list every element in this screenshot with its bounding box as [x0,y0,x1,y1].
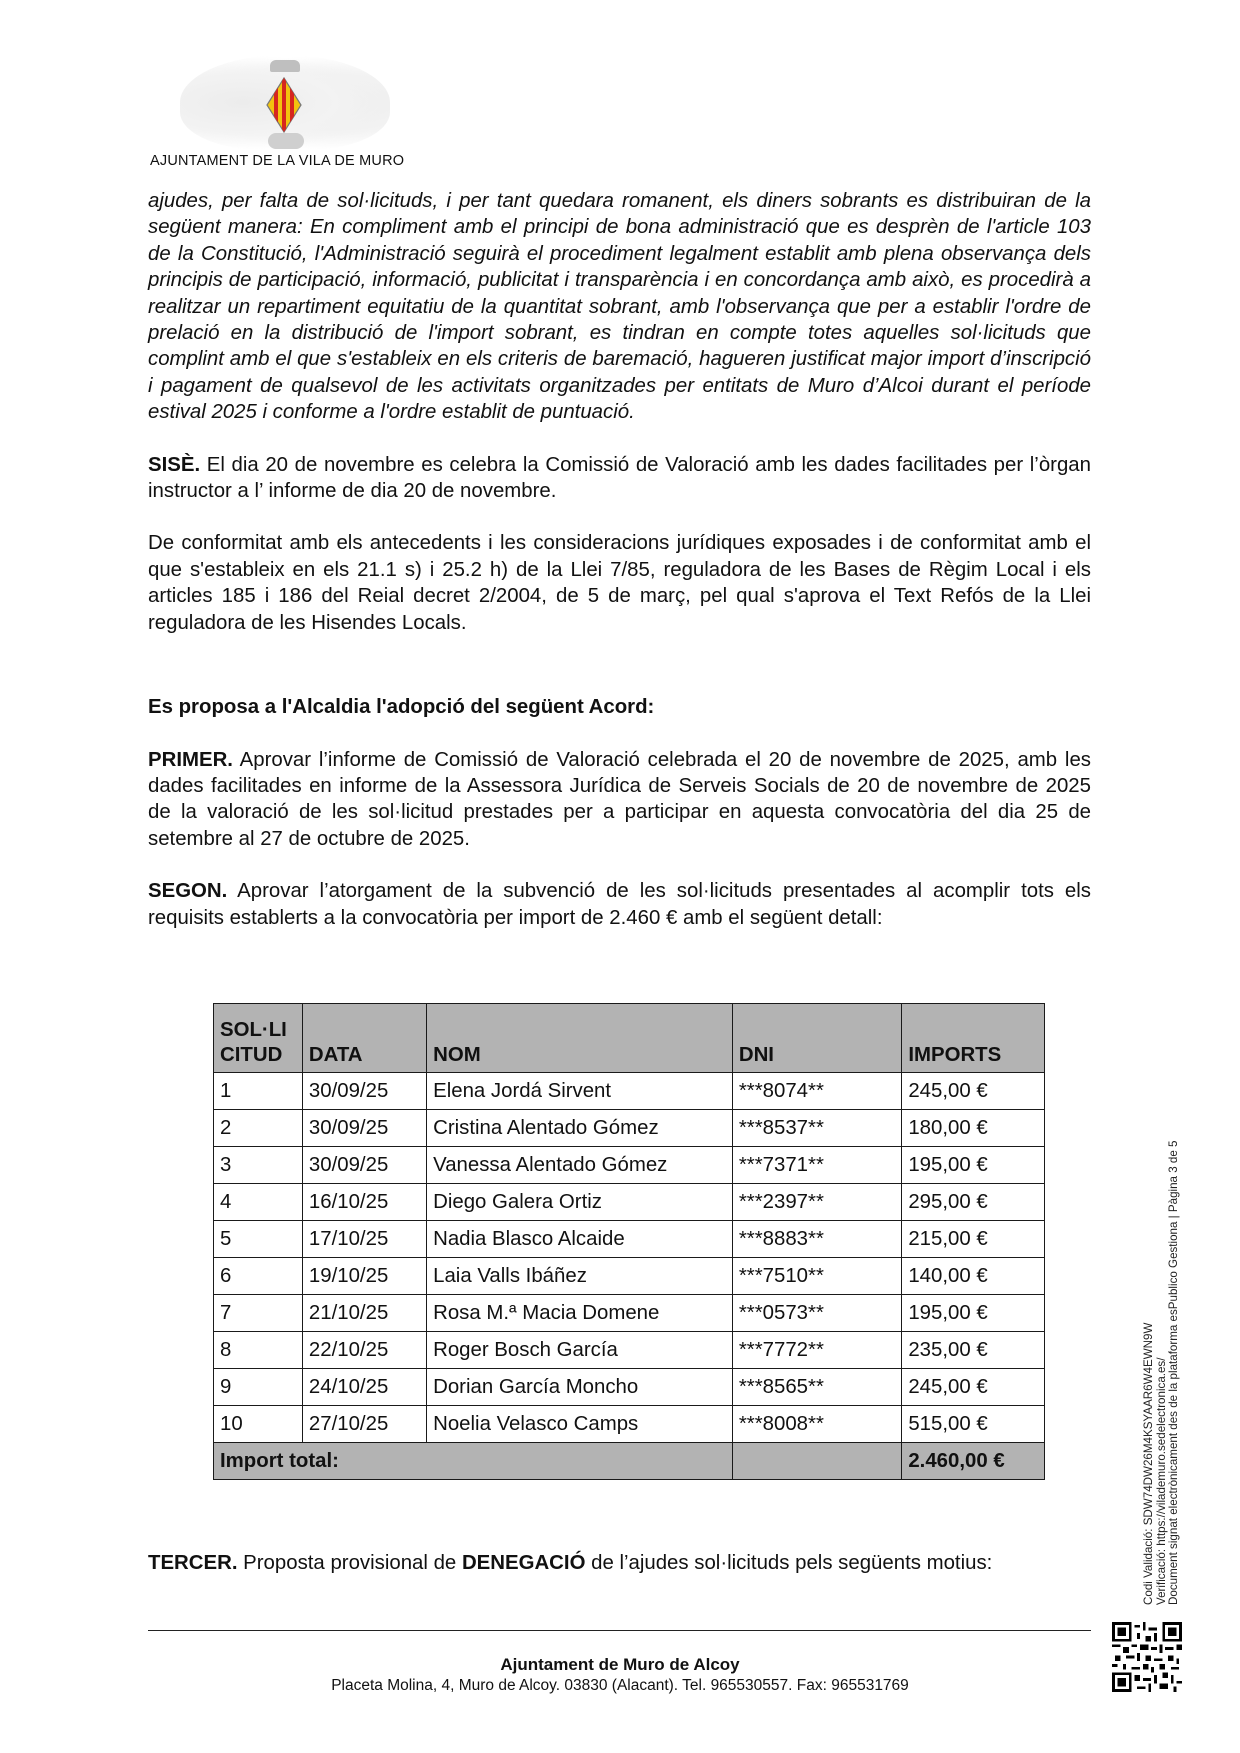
total-value: 2.460,00 € [902,1443,1045,1480]
cell-date: 17/10/25 [302,1221,426,1258]
cell-amount: 245,00 € [902,1369,1045,1406]
grants-table [213,1003,1045,1480]
qr-code-icon [1112,1622,1182,1692]
primer-label: PRIMER. [148,748,233,771]
cell-date: 16/10/25 [302,1184,426,1221]
tercer-text-2: de l’ajudes sol·licituds pels següents motius: [585,1552,993,1574]
segon-text: Aprovar l’atorgament de la subvenció de les sol·licituds presentades al acomplir tots els requisits establerts a la convocatòria per import de 2.460 € amb el següent detall: [148,880,1091,929]
cell-solicitud-number: 4 [214,1184,303,1221]
cell-date: 30/09/25 [302,1110,426,1147]
cell-solicitud-number: 6 [214,1258,303,1295]
cell-solicitud-number: 3 [214,1147,303,1184]
verification-url[interactable]: Verificació: https://vilademuro.sedelectronica.es/ [1154,1357,1168,1605]
cell-solicitud-number: 2 [214,1110,303,1147]
table-body [214,1073,1045,1443]
segon-paragraph [148,878,1091,931]
signature-note: Document signat electrònicament des de la plataforma esPublico Gestiona | Pàgina 3 de 5 [1167,1140,1181,1605]
cell-date: 22/10/25 [302,1332,426,1369]
cell-dni: ***8008** [732,1406,901,1443]
table-row [214,1221,1045,1258]
cell-solicitud-number: 10 [214,1406,303,1443]
cell-amount: 215,00 € [902,1221,1045,1258]
table-row [214,1073,1045,1110]
cell-dni: ***7510** [732,1258,901,1295]
segon-label: SEGON. [148,880,228,903]
table-header-row [214,1004,1045,1073]
municipal-logo [150,55,420,175]
header-dni: DNI [732,1004,901,1073]
proposal-heading: Es proposa a l'Alcaldia l'adopció del següent Acord: [148,696,655,719]
table-total-row [214,1443,1045,1480]
header-data: DATA [302,1004,426,1073]
cell-amount: 195,00 € [902,1295,1045,1332]
total-label: Import total: [214,1443,733,1480]
table-row [214,1295,1045,1332]
header-imports: IMPORTS [902,1004,1045,1073]
header-nom: NOM [427,1004,733,1073]
conformitat-paragraph: De conformitat amb els antecedents i les consideracions jurídiques exposades i de conformitat amb el que s'estableix en els 21.1 s) i 25.2 h) de la Llei 7/85, reguladora de les Bases de Règim Local i els articles 185 i 186 del Reial decret 2/2004, de 5 de març, pel qual s'aprova el Text Refós de la Llei reguladora de les Hisendes Locals. [148,532,1091,634]
cell-name: Laia Valls Ibáñez [427,1258,733,1295]
cell-dni: ***0573** [732,1295,901,1332]
cell-dni: ***8565** [732,1369,901,1406]
header-solicitud-line2: CITUD [220,1044,283,1066]
cell-date: 30/09/25 [302,1073,426,1110]
table-row [214,1369,1045,1406]
cell-date: 24/10/25 [302,1369,426,1406]
document-body [148,188,1091,931]
cell-name: Roger Bosch García [427,1332,733,1369]
cell-amount: 245,00 € [902,1073,1045,1110]
cell-amount: 195,00 € [902,1147,1045,1184]
table-row [214,1258,1045,1295]
cell-name: Vanessa Alentado Gómez [427,1147,733,1184]
lions-icon [268,133,304,149]
validation-code: Codi Validació: SDW74DW26M4KSYAAR6W4EWN9W [1142,1322,1155,1605]
tercer-label: TERCER. [148,1552,238,1574]
table-row [214,1332,1045,1369]
table-row [214,1184,1045,1221]
cell-name: Dorian García Moncho [427,1369,733,1406]
tercer-bold: DENEGACIÓ [461,1552,586,1574]
organization-name: AJUNTAMENT DE LA VILA DE MURO [150,153,405,169]
cell-date: 21/10/25 [302,1295,426,1332]
cell-dni: ***7772** [732,1332,901,1369]
cell-solicitud-number: 9 [214,1369,303,1406]
cell-name: Diego Galera Ortiz [427,1184,733,1221]
cell-dni: ***8074** [732,1073,901,1110]
cell-solicitud-number: 1 [214,1073,303,1110]
cell-date: 30/09/25 [302,1147,426,1184]
cell-dni: ***7371** [732,1147,901,1184]
footer-title: Ajuntament de Muro de Alcoy [500,1655,740,1674]
tercer-text-1: Proposta provisional de [237,1552,462,1574]
intro-paragraph: ajudes, per falta de sol·licituds, i per tant quedara romanent, els diners sobrants es distribuiran de la següent manera: En compliment amb el principi de bona administració que es desprèn de l'article 103 de la Constitució, l'Administració seguirà el procediment legalment establit amb plena observança dels principis de participació, informació, publicitat i transparència i en concordança amb això, es procedirà a realitzar un repartiment equitatiu de la quantitat sobrant, amb l'observança que per a establir l'ordre de prelació en la distribució de l'import sobrant, es tindran en compte totes aquelles sol·licituds que complint amb el que s'estableix en els criteris de baremació, hagueren justificat major import d’inscripció i pagament de qualsevol de les activitats organitzades per entitats de Muro d’Alcoi durant el període estival 2025 i conforme a l'ordre establit de puntuació. [148,190,1091,424]
cell-amount: 515,00 € [902,1406,1045,1443]
cell-amount: 180,00 € [902,1110,1045,1147]
footer-address: Placeta Molina, 4, Muro de Alcoy. 03830 (Alacant). Tel. 965530557. Fax: 965531769 [331,1677,909,1694]
total-empty-cell [732,1443,901,1480]
cell-amount: 295,00 € [902,1184,1045,1221]
cell-solicitud-number: 5 [214,1221,303,1258]
cell-date: 27/10/25 [302,1406,426,1443]
cell-name: Rosa M.ª Macia Domene [427,1295,733,1332]
grants-table-container [213,1003,1045,1480]
coat-of-arms-icon [266,77,302,133]
cell-name: Elena Jordá Sirvent [427,1073,733,1110]
cell-amount: 235,00 € [902,1332,1045,1369]
cell-name: Nadia Blasco Alcaide [427,1221,733,1258]
table-row [214,1147,1045,1184]
sise-label: SISÈ. [148,453,201,476]
cell-solicitud-number: 7 [214,1295,303,1332]
sise-text: El dia 20 de novembre es celebra la Comissió de Valoració amb les dades facilitades per l’òrgan instructor a l’ informe de dia 20 de novembre. [148,453,1091,503]
footer-divider [148,1630,1091,1631]
cell-name: Cristina Alentado Gómez [427,1110,733,1147]
primer-paragraph [148,747,1091,853]
table-row [214,1110,1045,1147]
cell-name: Noelia Velasco Camps [427,1406,733,1443]
cell-date: 19/10/25 [302,1258,426,1295]
header-solicitud-line1: SOL·LI [220,1019,287,1041]
table-row [214,1406,1045,1443]
cell-dni: ***8883** [732,1221,901,1258]
sise-paragraph [148,452,1091,505]
tercer-section [148,1550,1091,1576]
cell-dni: ***2397** [732,1184,901,1221]
primer-text: Aprovar l’informe de Comissió de Valoració celebrada el 20 de novembre de 2025, amb les dades facilitades en informe de la Assessora Jurídica de Serveis Socials de 20 de novembre de 2025 de la valoració de les sol·licitud prestades per a participar en aquesta convocatòria del dia 25 de setembre al 27 de octubre de 2025. [148,748,1091,850]
tercer-paragraph [148,1550,1091,1576]
header-solicitud [214,1004,303,1073]
verification-text [1143,1141,1181,1605]
cell-dni: ***8537** [732,1110,901,1147]
crown-icon [270,60,300,72]
cell-solicitud-number: 8 [214,1332,303,1369]
cell-amount: 140,00 € [902,1258,1045,1295]
